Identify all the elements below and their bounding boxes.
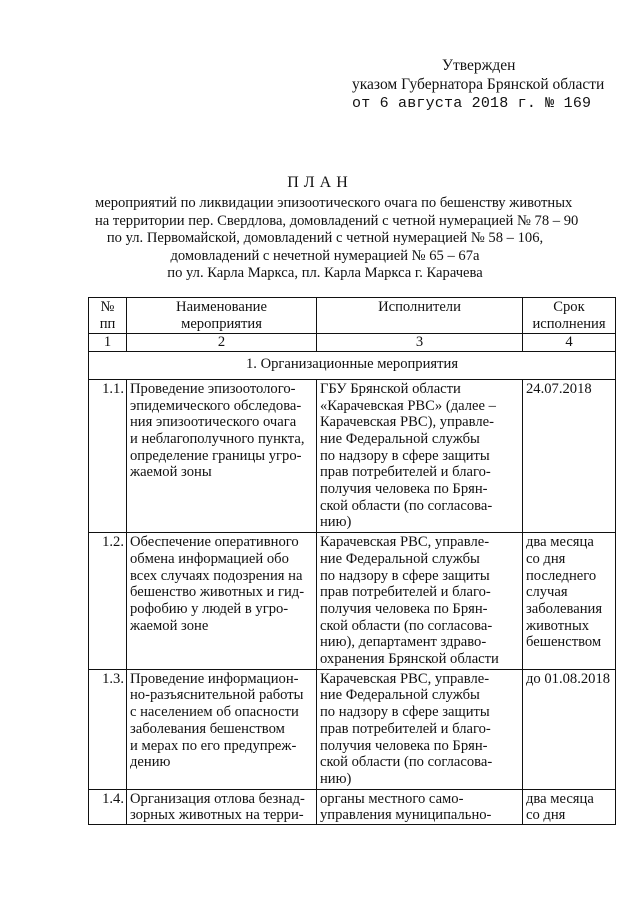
row-deadline: два месяца со дня <box>523 789 616 824</box>
column-number: 1 <box>89 334 127 352</box>
row-name: Проведение эпизоотолого- эпидемического обследова- ния эпизоотического очага и неблагополучного пункта, определение границы угро- жаемой зоны <box>127 379 317 532</box>
row-deadline: два месяца со дня последнего случая заболевания животных бешенством <box>523 533 616 670</box>
plan-table <box>88 297 616 825</box>
row-deadline: 24.07.2018 <box>523 379 616 532</box>
table-row <box>89 379 616 532</box>
row-name: Обеспечение оперативного обмена информацией обо всех случаях подозрения на бешенство животных и гид- рофобию у людей в угро- жаемой зоне <box>127 533 317 670</box>
approval-line-1: Утвержден <box>442 57 516 74</box>
subtitle-line: по ул. Первомайской, домовладений с четной нумерацией № 58 – 106, <box>106 230 544 246</box>
table-header-row <box>89 298 616 334</box>
approval-line-3: от 6 августа 2018 г. № 169 <box>352 95 592 112</box>
row-number: 1.3. <box>89 669 127 789</box>
row-number: 1.2. <box>89 533 127 670</box>
column-number: 2 <box>127 334 317 352</box>
header-number: № пп <box>89 298 127 334</box>
row-executors: ГБУ Брянской области «Карачевская РВС» (далее – Карачевская РВС), управле- ние Федеральной службы по надзору в сфере защиты прав потребителей и благо- получия человека по Брян- ской области (по согласова- нию) <box>317 379 523 532</box>
row-number: 1.4. <box>89 789 127 824</box>
row-name: Проведение информацион- но-разъяснительной работы с населением об опасности заболевания бешенством и мерах по его предупреж- дению <box>127 669 317 789</box>
row-executors: органы местного само- управления муниципально- <box>317 789 523 824</box>
section-title: 1. Организационные мероприятия <box>89 352 616 380</box>
column-number: 4 <box>523 334 616 352</box>
header-name: Наименование мероприятия <box>127 298 317 334</box>
approval-block <box>352 56 604 113</box>
approval-line-2: указом Губернатора Брянской области <box>352 76 605 93</box>
section-row <box>89 352 616 380</box>
column-number: 3 <box>317 334 523 352</box>
header-executors: Исполнители <box>317 298 523 334</box>
row-deadline: до 01.08.2018 <box>523 669 616 789</box>
subtitle-line: домовладений с нечетной нумерацией № 65 – 67а <box>170 247 480 264</box>
document-subtitle <box>95 195 579 283</box>
row-name: Организация отлова безнад- зорных животных на терри- <box>127 789 317 824</box>
row-executors: Карачевская РВС, управле- ние Федеральной службы по надзору в сфере защиты прав потребителей и благо- получия человека по Брян- ской области (по согласова- нию) <box>317 669 523 789</box>
row-executors: Карачевская РВС, управле- ние Федеральной службы по надзору в сфере защиты прав потребителей и благо- получия человека по Брян- ской области (по согласова- нию), департамент здраво- охранения Брянской области <box>317 533 523 670</box>
header-deadline: Срок исполнения <box>523 298 616 334</box>
subtitle-line: по ул. Карла Маркса, пл. Карла Маркса г. Карачева <box>167 265 483 281</box>
subtitle-line: мероприятий по ликвидации эпизоотического очага по бешенству животных <box>95 195 573 211</box>
subtitle-line: на территории пер. Свердлова, домовладений с четной нумерацией № 78 – 90 <box>95 212 579 229</box>
table-row <box>89 533 616 670</box>
row-number: 1.1. <box>89 379 127 532</box>
table-row <box>89 789 616 824</box>
column-number-row <box>89 334 616 352</box>
document-title: ПЛАН <box>287 174 353 191</box>
table-row <box>89 669 616 789</box>
